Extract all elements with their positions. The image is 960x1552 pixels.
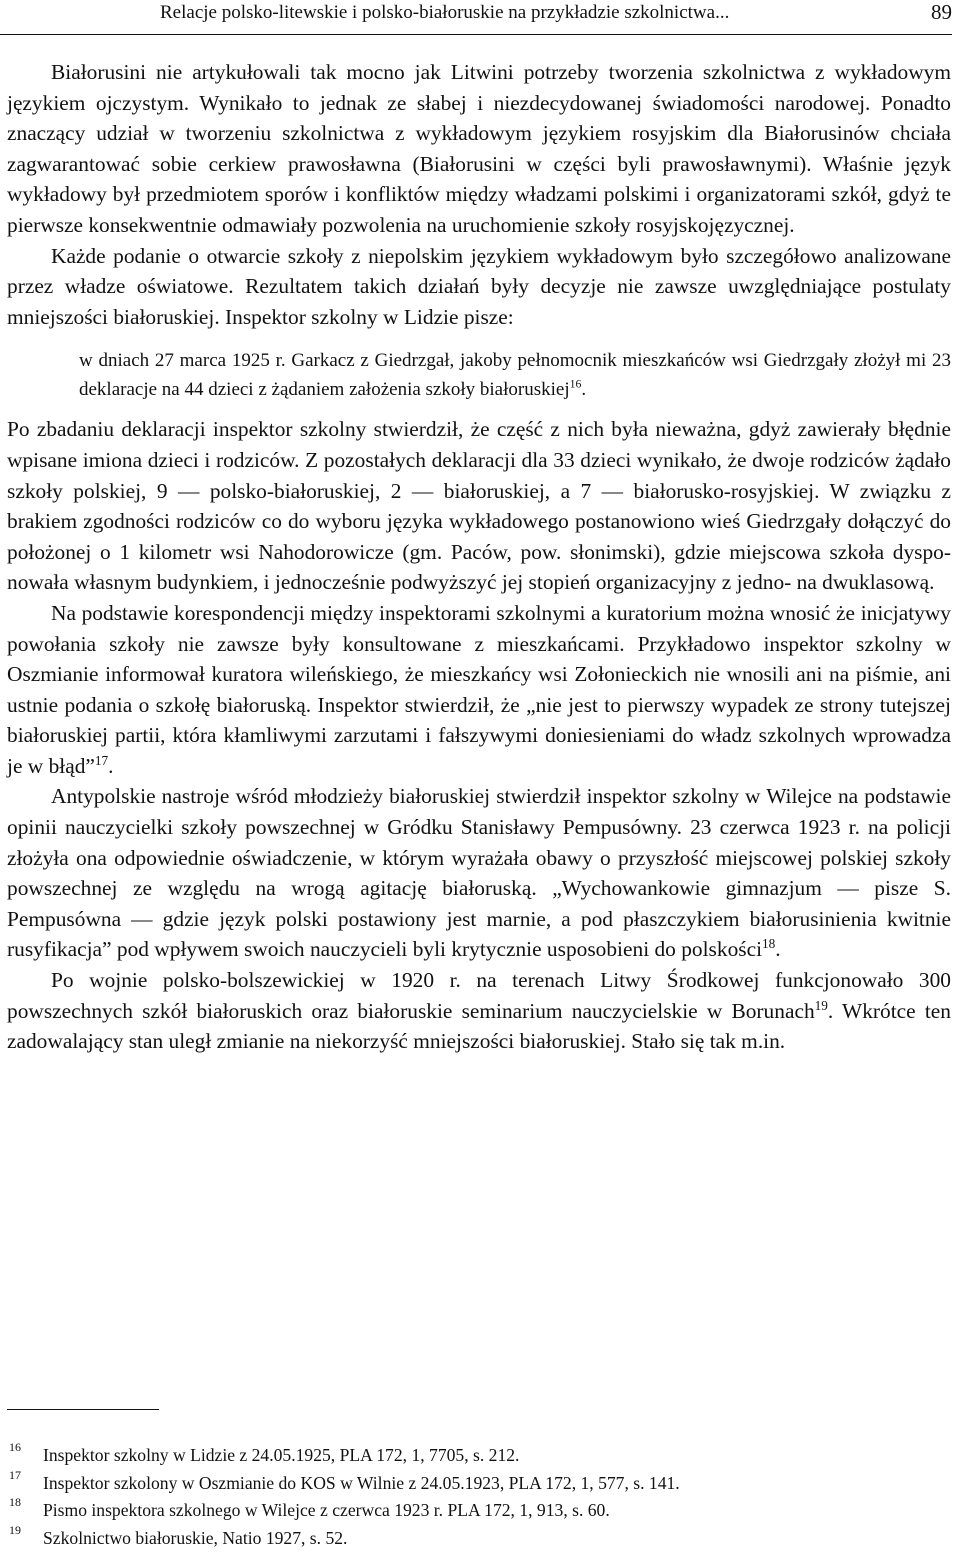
paragraph-5-end: . [775, 937, 781, 962]
footnote-text: Inspektor szkolny w Lidzie z 24.05.1925, PLA 172, 1, 7705, s. 212. [43, 1445, 520, 1465]
footnote [9, 1522, 909, 1552]
paragraph-6-text-a: Po wojnie polsko-bolszewickiej w 1920 r. na terenach Litwy Środkowej funkcjonowało 300 powszechnych szkół białoruskich oraz białoruskie seminarium nauczycielskie w Borunach [7, 968, 951, 1023]
footnote-number: 17 [9, 1467, 21, 1482]
footnote-ref-18: 18 [762, 936, 776, 952]
paragraph-4 [7, 598, 951, 782]
paragraph-4-text: Na podstawie korespondencji między inspektorami szkolnymi a kuratorium można wnosić że inicjatywy powołania szkoły nie zawsze były konsultowane z mieszkańcami. Przykładowo inspektor szkolny w Oszmianie informował kuratora wileńskiego, że mieszkańcy wsi Zołonieckich nie wnosili ani na piśmie, ani ustnie podania o szkołę białoruską. Inspektor stwierdził, że „nie jest to pierwszy wypadek ze strony tutejszej białoruskiej partii, która kłamliwymi zarzutami i fałszywymi doniesieniami do władz szkolnych wprowadza je w błąd” [7, 600, 951, 778]
footnote-number: 18 [9, 1495, 21, 1510]
footnote-number: 19 [9, 1522, 21, 1537]
paragraph-3: Po zbadaniu deklaracji inspektor szkolny stwierdził, że część z nich była nieważna, gdyż zawierały błędnie wpisane imiona dzieci i rodziców. Z pozostałych deklaracji dla 33 dzieci wynikało, że dwoje rodziców żądało szkoły polskiej, 9 — polsko-białoruskiej, 2 — białoruskiej, a 7 — białorusko-rosyjskiej. W związku z brakiem zgodności rodziców co do wyboru języka wykładowego postanowiono wieś Giedrzgały dołączyć do położonej o 1 kilometr wsi Nahodorowicze (gm. Paców, pow. słonimski), gdzie miejscowa szkoła dysponowała własnym budynkiem, i jednocześnie podwyższyć jej stopień organizacyjny z jedno- na dwuklasową. [7, 417, 951, 595]
paragraph-5 [7, 781, 951, 965]
footnote-ref-17: 17 [94, 752, 109, 768]
footnote-text: Pismo inspektora szkolnego w Wilejce z czerwca 1923 r. PLA 172, 1, 913, s. 60. [43, 1500, 610, 1521]
footnote-text: Inspektor szkolony w Oszmianie do KOS w Wilnie z 24.05.1923, PLA 172, 1, 577, s. 141. [43, 1472, 680, 1493]
footnote [9, 1497, 909, 1525]
footnote [9, 1442, 909, 1470]
paragraph-5-text: Antypolskie nastroje wśród młodzieży białoruskiej stwierdził inspektor szkolny w Wilejce na podstawie opinii nauczycielki szkoły powszechnej w Gródku Stanisławy Pempusówny. 23 czerwca 1923 r. na policji złożyła ona odpowiednie oświadczenie, w którym wyrażała obawy o przyszłość miejscowej polskiej szkoły powszechnej ze względu na wrogą agitację białoruską. „Wychowankowie gimnazjum — pisze S. Pempusówna — gdzie język polski postawiony jest marnie, a pod płaszczykiem białorusinienia kwitnie rusyfikacja” pod wpływem swoich nauczycieli byli krytycznie usposobieni do polskości [7, 784, 951, 962]
footnotes [9, 1442, 909, 1552]
running-title: Relacje polsko-litewskie i polsko-białoruskie na przykładzie szkolnictwa... [160, 2, 730, 23]
footnote-separator [7, 1409, 159, 1410]
footnote-ref-16: 16 [569, 378, 582, 392]
paragraph-2: Każde podanie o otwarcie szkoły z niepolskim językiem wykładowym było szczegółowo analizowane przez władze oświatowe. Rezultatem takich działań były decyzje nie zawsze uwzględniające postulaty mniejszości białoruskiej. Inspektor szkolny w Lidzie pisze: [7, 243, 951, 329]
paragraph-4-end: . [108, 753, 114, 778]
quote-end: . [581, 379, 587, 401]
paragraph-6-text-b: . Wkrótce ten zadowalający stan uległ zmianie na niekorzyść mniejszości białoruskiej. Stało się tak m.in. [7, 998, 951, 1054]
quote-text: w dniach 27 marca 1925 r. Garkacz z Giedrzgał, jakoby pełnomocnik mieszkańców wsi Giedrzgały złożył mi 23 deklaracje na 44 dzieci z żądaniem założenia szkoły białoruskiej [79, 350, 951, 401]
body-text [7, 57, 951, 1057]
footnote-number: 16 [9, 1440, 21, 1454]
footnote-ref-19: 19 [814, 997, 828, 1013]
footnote-text: Szkolnictwo białoruskie, Natio 1927, s. 52. [43, 1527, 348, 1548]
paragraph-6 [7, 965, 951, 1057]
page-number: 89 [931, 0, 952, 24]
running-header [0, 0, 952, 35]
footnote [9, 1467, 909, 1498]
block-quote [79, 346, 951, 404]
paragraph-1: Białorusini nie artykułowali tak mocno jak Litwini potrzeby tworzenia szkolnictwa z wykładowym językiem ojczystym. Wynikało to jednak ze słabej i niezdecydowanej świadomości narodowej. Ponadto znaczący udział w tworzeniu szkolnictwa z wykładowym językiem rosyjskim dla Białorusinów chciała zagwarantować sobie cerkiew prawosławna (Białorusini w części byli prawosławnymi). Właśnie język wykładowy był przedmiotem sporów i konfliktów między władzami polskimi i organizatorami szkół, gdyż te pierwsze konsekwentnie odmawiały pozwolenia na uruchomienie szkoły rosyjskojęzycznej. [7, 60, 951, 237]
